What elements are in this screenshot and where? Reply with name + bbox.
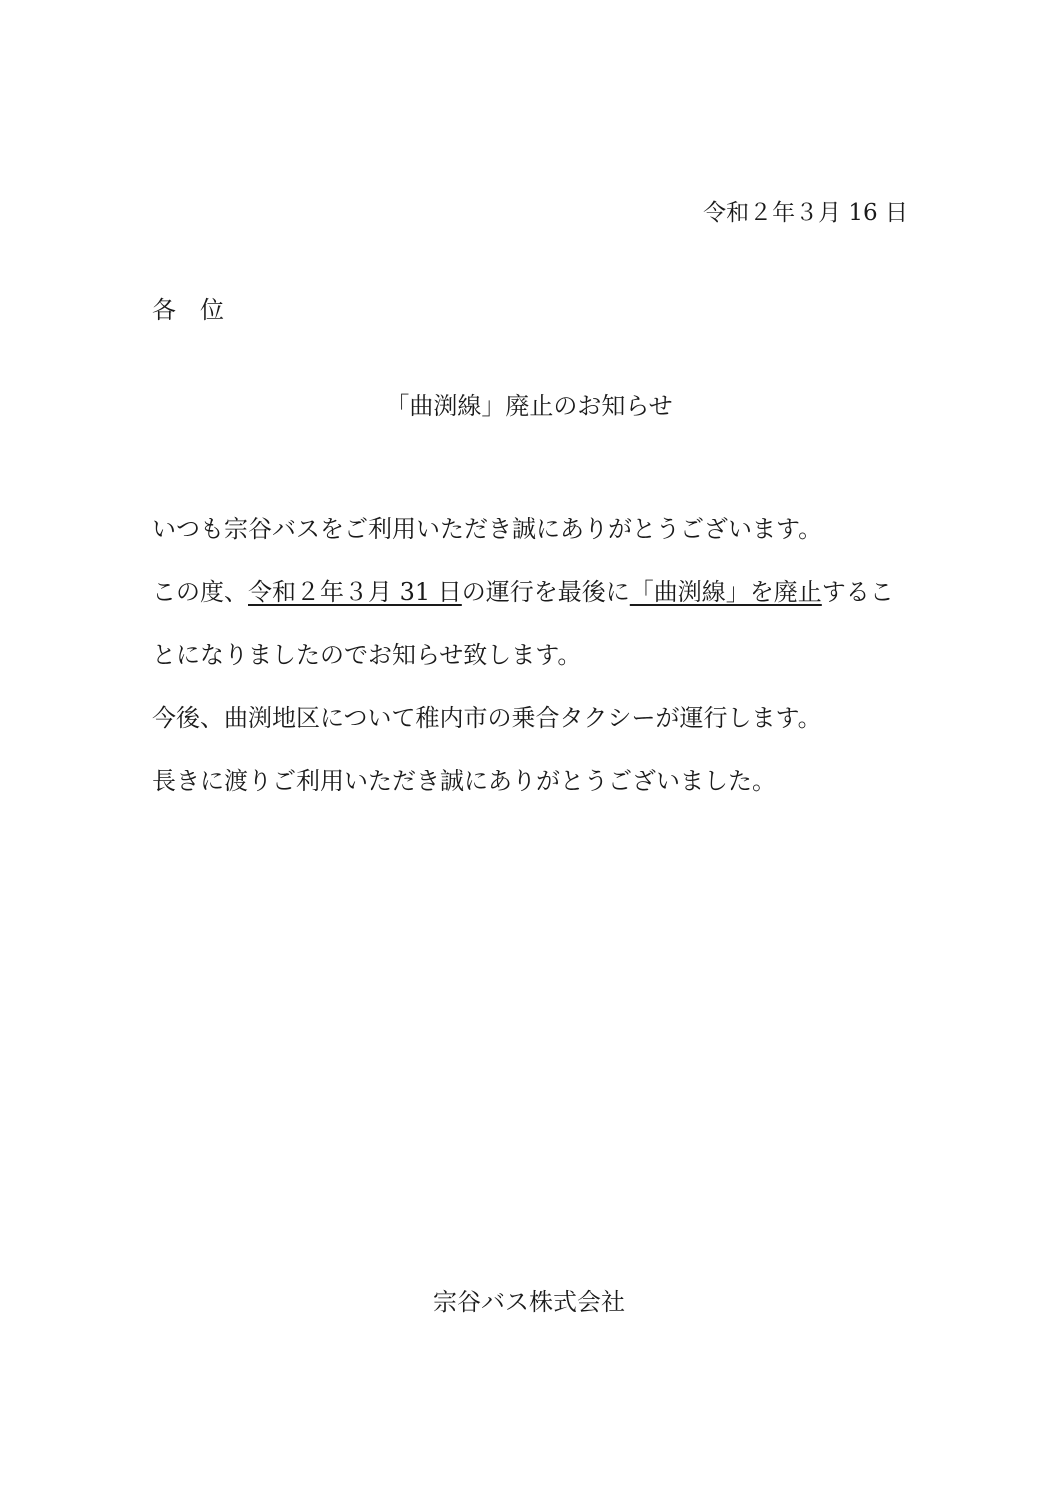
body-line-announcement-cont: とになりましたのでお知らせ致します。: [152, 641, 582, 669]
announcement-middle: の運行を最後に: [461, 578, 630, 606]
company-signature: 宗谷バス株式会社: [433, 1288, 625, 1316]
announcement-suffix: するこ: [821, 578, 894, 606]
body-line-greeting: いつも宗谷バスをご利用いただき誠にありがとうございます。: [152, 515, 823, 543]
route-abolition-text: 「曲渕線」を廃止: [629, 578, 822, 606]
announcement-prefix: この度、: [152, 578, 248, 606]
addressee: 各 位: [152, 296, 224, 324]
body-line-announcement: [152, 577, 912, 608]
last-service-date: 令和２年３月 31 日: [248, 578, 462, 606]
body-line-alternative: 今後、曲渕地区について稚内市の乗合タクシーが運行します。: [152, 704, 822, 732]
notice-body: [152, 514, 912, 829]
body-line-thanks: 長きに渡りご利用いただき誠にありがとうございました。: [152, 767, 776, 795]
notice-title: 「曲渕線」廃止のお知らせ: [385, 392, 673, 420]
notice-date: 令和２年３月 16 日: [703, 200, 908, 226]
